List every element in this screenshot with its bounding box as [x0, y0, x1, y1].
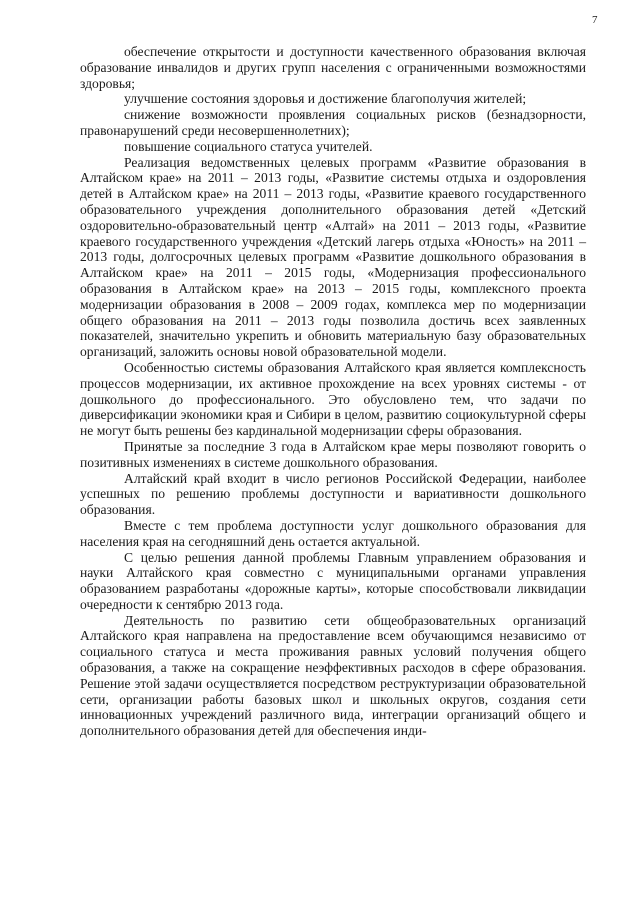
document-body — [80, 44, 586, 739]
paragraph-modernization: Особенностью системы образования Алтайского края является комплексность процессов модернизации, их активное прохождение на всех уровнях системы - от дошкольного до профессионального. Это обусловлено тем, что задачи по диверсификации экономики края и Сибири в целом, развитию социокультурной сферы не могут быть решены без кардинальной модернизации сферы образования. — [80, 359, 586, 439]
paragraph-roadmaps: С целью решения данной проблемы Главным управлением образования и науки Алтайского края совместно с муниципальными органами управления образованием разработаны «дорожные карты», которые способствовали ликвидации очередности к сентябрю 2013 года. — [80, 549, 586, 612]
paragraph-social-risks: снижение возможности проявления социальных рисков (безнадзорности, правонарушений среди несовершеннолетних); — [80, 107, 586, 138]
paragraph-preschool-changes: Принятые за последние 3 года в Алтайском крае меры позволяют говорить о позитивных изменениях в системе дошкольного образования. — [80, 438, 586, 470]
paragraph-teacher-status: повышение социального статуса учителей. — [124, 138, 373, 154]
paragraph-programs: Реализация ведомственных целевых программ «Развитие образования в Алтайском крае» на 2011 – 2013 годы, «Развитие системы отдыха и оздоровления детей в Алтайском крае» на 2011 – 2013 годы, «Развитие краевого государственного образовательного учреждения дополнительного образования детей «Детский оздоровительно-образовательный центр «Алтай» на 2011 – 2013 годы, «Развитие краевого государственного учреждения «Детский лагерь отдыха «Юность» на 2011 – 2013 годы, долгосрочных целевых программ «Развитие дошкольного образования в Алтайском крае» на 2011 – 2015 годы, «Модернизация профессионального образования в Алтайском крае» на 2013 – 2015 годы, комплексного проекта модернизации образования в 2008 – 2009 годах, комплекса мер по модернизации общего образования на 2011 – 2013 годы позволила достичь всех заявленных показателей, значительно укрепить и обновить материальную базу образовательных организаций, заложить основы новой образовательной модели. — [80, 154, 586, 360]
paragraph-accessibility: обеспечение открытости и доступности качественного образования включая образование инвалидов и других групп населения с ограниченными возможностями здоровья; — [80, 44, 586, 91]
paragraph-region-success: Алтайский край входит в число регионов Российской Федерации, наиболее успешных по решению проблемы доступности и вариативности дошкольного образования. — [80, 470, 586, 518]
page-number: 7 — [592, 14, 598, 26]
paragraph-access-problem: Вместе с тем проблема доступности услуг дошкольного образования для населения края на сегодняшний день остается актуальной. — [80, 517, 586, 549]
paragraph-health: улучшение состояния здоровья и достижение благополучия жителей; — [124, 91, 527, 107]
paragraph-school-network: Деятельность по развитию сети общеобразовательных организаций Алтайского края направлена на предоставление всем обучающимся независимо от социального статуса и места проживания равных условий получения общего образования, а также на сокращение неэффективных расходов в сфере образования. Решение этой задачи осуществляется посредством реструктуризации образовательной сети, организации работы базовых школ и школьных округов, создания сети инновационных учреждений различного вида, интеграции организаций общего и дополнительного образования детей для обеспечения инди- — [80, 612, 586, 739]
